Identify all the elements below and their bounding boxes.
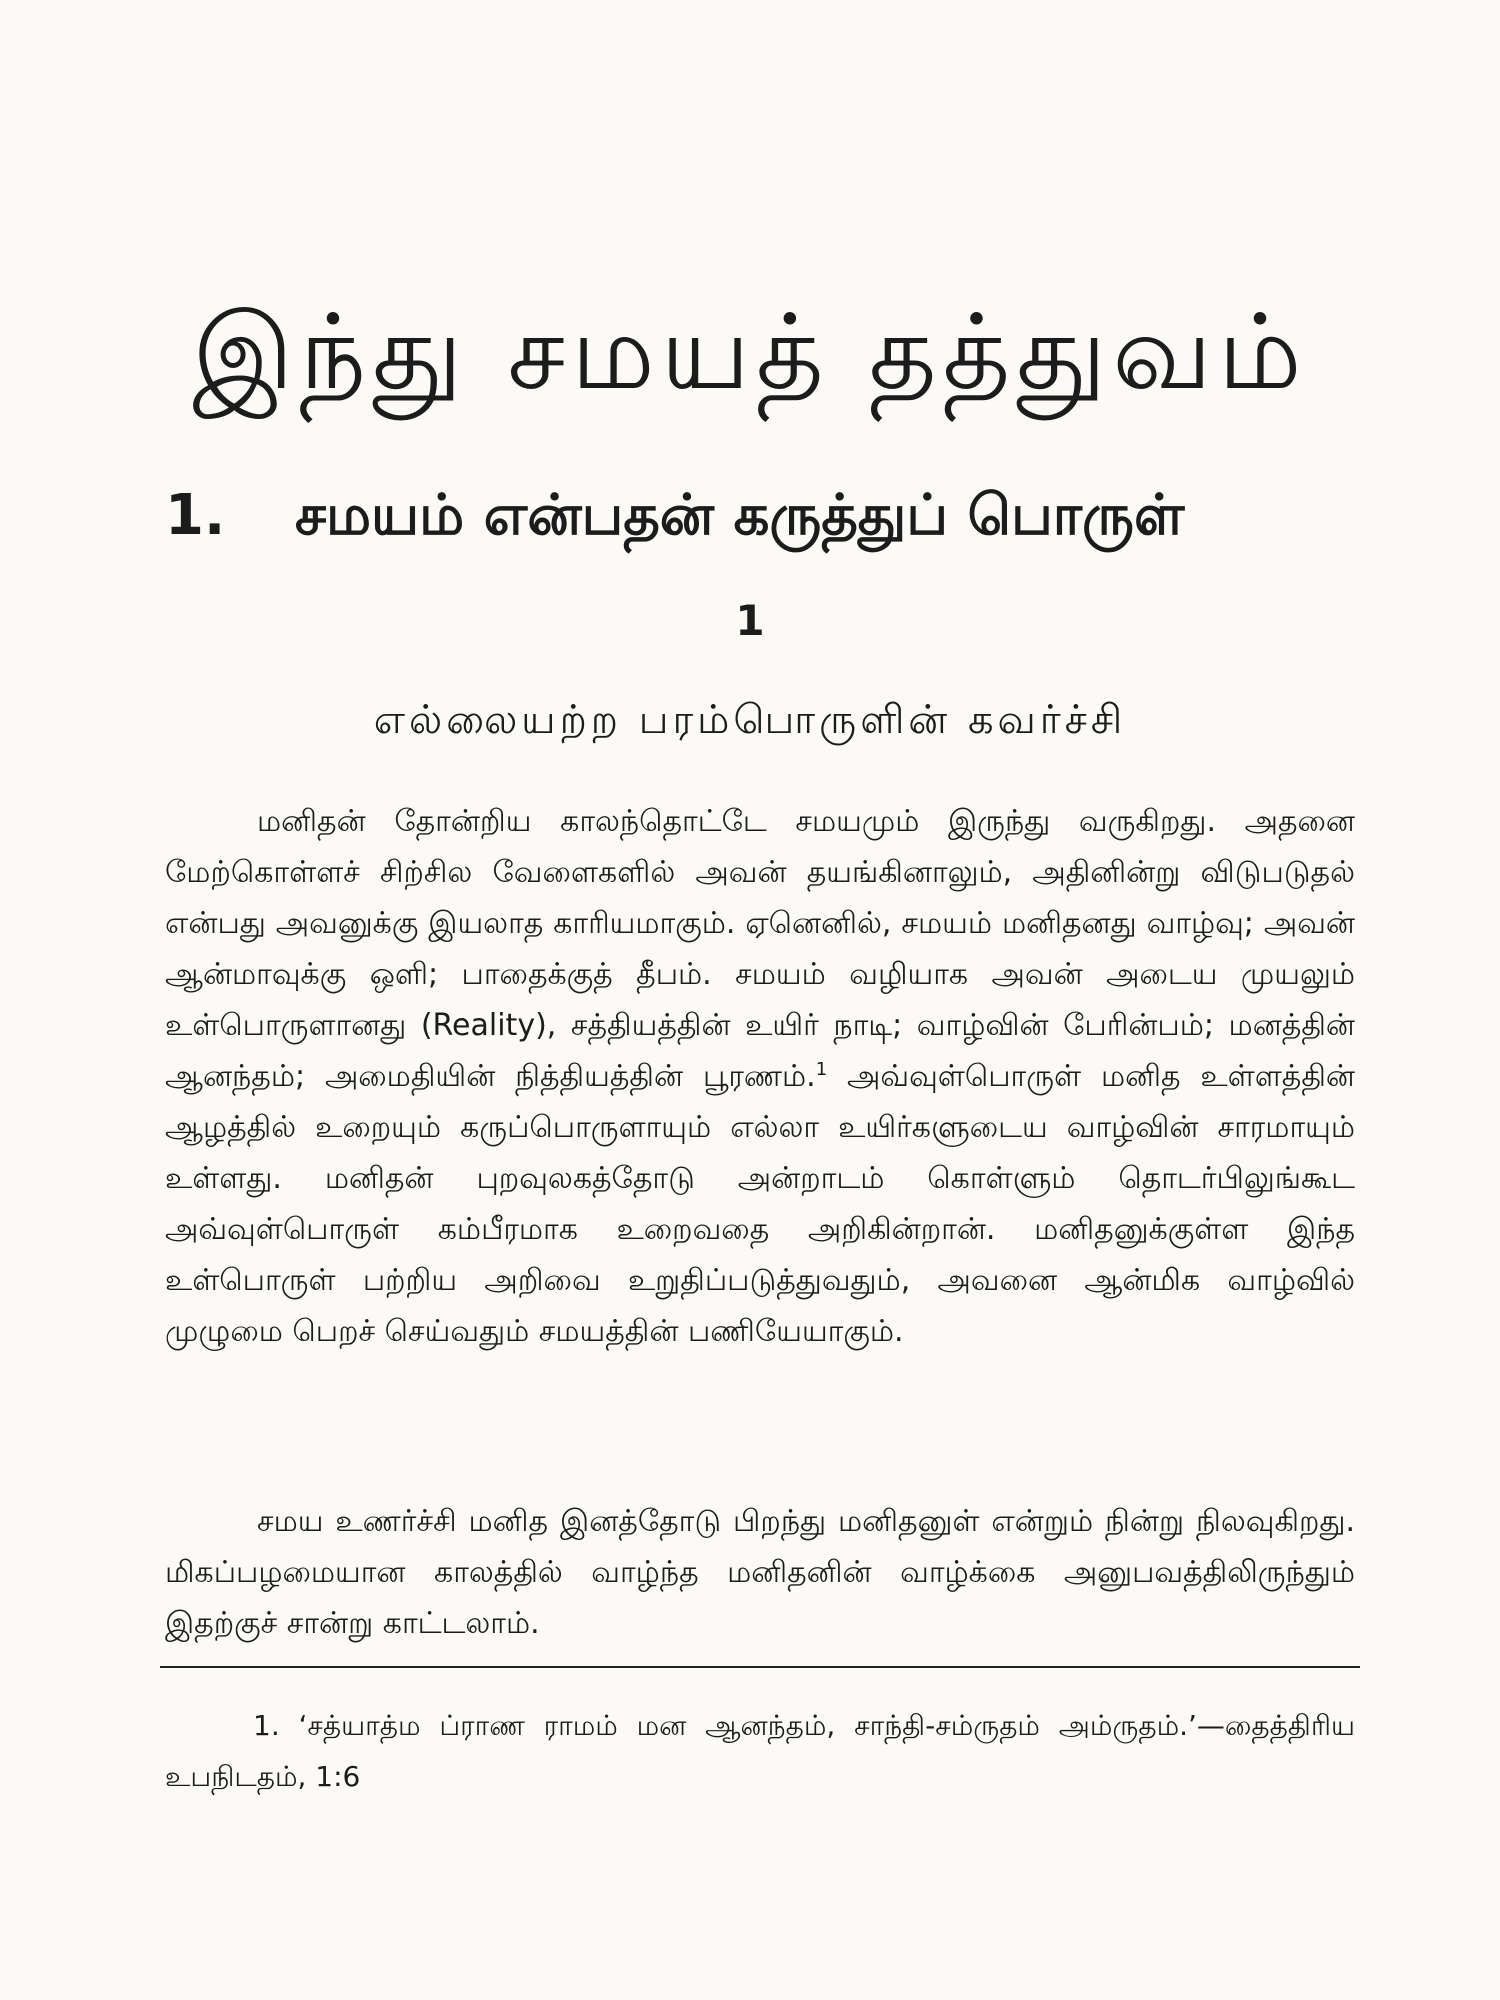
footnote-reference: 1 [815,1059,828,1080]
paragraph-1-text-a: மனிதன் தோன்றிய காலந்தொட்டே சமயமும் இருந்து வருகிறது. அதனை மேற்கொள்ளச் சிற்சில வேளைகளில் அவன் தயங்கினாலும், அதினின்று விடுபடுதல் என்பது அவனுக்கு இயலாத காரியமாகும். ஏனெனில், சமயம் மனிதனது வாழ்வு; அவன் ஆன்மாவுக்கு ஒளி; பாதைக்குத் தீபம். சமயம் வழியாக அவன் அடைய முயலும் உள்பொருளானது (Reality), சத்தியத்தின் உயிர் நாடி; வாழ்வின் பேரின்பம்; மனத்தின் ஆனந்தம்; அமைதியின் நித்தியத்தின் பூரணம். [165,804,1355,1094]
chapter-heading [165,483,1365,548]
chapter-title: சமயம் என்பதன் கருத்துப் பொருள் [295,483,1185,548]
body-paragraph-2: சமய உணர்ச்சி மனித இனத்தோடு பிறந்து மனிதனுள் என்றும் நின்று நிலவுகிறது. மிகப்பழமையான காலத்தில் வாழ்ந்த மனிதனின் வாழ்க்கை அனுபவத்திலிருந்தும் இதற்குச் சான்று காட்டலாம். [165,1504,1355,1641]
paragraph-1-text-b: அவ்வுள்பொருள் மனித உள்ளத்தின் ஆழத்தில் உறையும் கருப்பொருளாயும் எல்லா உயிர்களுடைய வாழ்வின் சாரமாயும் உள்ளது. மனிதன் புறவுலகத்தோடு அன்றாடம் கொள்ளும் தொடர்பிலுங்கூட அவ்வுள்பொருள் கம்பீரமாக உறைவதை அறிகின்றான். மனிதனுக்குள்ள இந்த உள்பொருள் பற்றிய அறிவை உறுதிப்படுத்துவதும், அவனை ஆன்மிக வாழ்வில் முழுமை பெறச் செய்வதும் சமயத்தின் பணியேயாகும். [165,1059,1355,1349]
book-title: இந்து சமயத் தத்துவம் [192,291,1308,413]
section-number: 1 [735,596,765,645]
body-paragraph-1 [165,796,1355,1357]
footnote: 1. ‘சத்யாத்ம ப்ராண ராமம் மன ஆனந்தம், சாந்தி-சம்ருதம் அம்ருதம்.’—தைத்திரிய உபநிடதம், 1:6 [165,1709,1355,1793]
chapter-number: 1. [165,483,226,548]
section-title: எல்லையற்ற பரம்பொருளின் கவர்ச்சி [373,697,1127,743]
footnote-divider [160,1666,1360,1668]
